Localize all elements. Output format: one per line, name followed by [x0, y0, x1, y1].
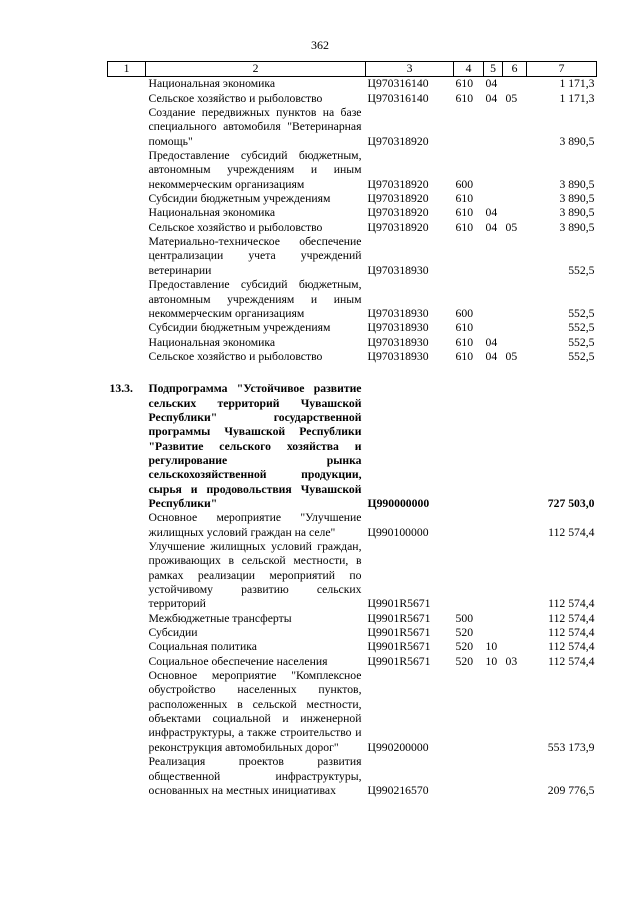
amount-cell: 209 776,5 — [547, 783, 595, 797]
spacer-row — [108, 364, 597, 382]
section-code-cell — [484, 106, 503, 149]
section-number-cell — [108, 511, 146, 540]
subsection-code-cell — [503, 77, 527, 92]
subsection-code-cell — [503, 106, 527, 149]
table-row — [108, 206, 597, 220]
item-name-cell: Основное мероприятие "Комплексное обустройство населенных пунктов, расположенных в сельской местности, объектами социальной и инженерной инфраструктуры, а также строительство и реконструкция автомобильных дорог" — [148, 669, 362, 754]
amount-cell: 552,5 — [568, 306, 595, 320]
table-row — [108, 336, 597, 350]
subsection-code-cell — [503, 321, 527, 335]
section-number-cell — [108, 350, 146, 364]
section-number-cell — [108, 336, 146, 350]
expense-type-cell: 600 — [455, 306, 474, 320]
table-body — [108, 77, 597, 798]
section-number-cell — [108, 206, 146, 220]
target-code-cell: Ц970318920 — [367, 177, 429, 191]
table-row — [108, 192, 597, 206]
subsection-code-cell — [503, 235, 527, 278]
amount-cell: 552,5 — [568, 349, 595, 363]
section-code-cell — [484, 321, 503, 335]
target-code-cell: Ц970318920 — [367, 220, 429, 234]
table-row — [108, 221, 597, 235]
column-header-2: 2 — [146, 62, 366, 77]
column-header-4: 4 — [454, 62, 484, 77]
page-number: 362 — [311, 38, 329, 52]
table-row — [108, 626, 597, 640]
item-name-cell: Предоставление субсидий бюджетным, автономным учреждениям и иным некоммерческим организациям — [148, 278, 362, 320]
table-row — [108, 540, 597, 612]
section-number-cell — [108, 149, 146, 192]
section-code-cell — [484, 149, 503, 192]
section-code-cell — [484, 669, 503, 755]
amount-cell: 112 574,4 — [548, 525, 595, 539]
section-number-cell — [108, 540, 146, 612]
section-code-cell — [484, 278, 503, 321]
item-name-cell: Национальная экономика — [148, 335, 276, 349]
table-row — [108, 149, 597, 192]
section-number-cell — [108, 626, 146, 640]
amount-cell: 727 503,0 — [547, 496, 595, 510]
column-header-1: 1 — [108, 62, 146, 77]
header-row — [108, 62, 597, 77]
table-row — [108, 321, 597, 335]
section-code-cell — [484, 612, 503, 626]
subsection-code-cell — [503, 206, 527, 220]
item-name-cell: Улучшение жилищных условий граждан, проживающих в сельской местности, в рамках реализации мероприятий по устойчивому развитию сельских территорий — [148, 540, 362, 611]
expense-type-cell: 520 — [455, 654, 474, 668]
target-code-cell: Ц970318920 — [367, 206, 429, 220]
subsection-code-cell — [503, 149, 527, 192]
expense-type-cell: 610 — [455, 91, 474, 105]
item-name-cell: Межбюджетные трансферты — [148, 611, 292, 625]
expense-type-cell: 610 — [455, 220, 474, 234]
target-code-cell: Ц970318930 — [367, 263, 429, 277]
target-code-cell: Ц990200000 — [367, 740, 429, 754]
table-row — [108, 382, 597, 511]
section-number-cell — [108, 612, 146, 626]
item-name-cell: Реализация проектов развития общественной инфраструктуры, основанных на местных инициативах — [148, 755, 362, 797]
subsection-code-cell: 03 — [505, 654, 518, 668]
target-code-cell: Ц990100000 — [367, 525, 429, 539]
expense-type-cell — [454, 540, 484, 612]
item-name-cell: Субсидии — [148, 626, 198, 640]
table-row — [108, 640, 597, 654]
subsection-code-cell — [503, 382, 527, 511]
amount-cell: 3 890,5 — [559, 206, 595, 220]
subsection-code-cell: 05 — [505, 349, 518, 363]
expense-type-cell: 610 — [455, 349, 474, 363]
section-code-cell — [484, 626, 503, 640]
amount-cell: 112 574,4 — [548, 640, 595, 654]
expense-type-cell: 610 — [455, 335, 474, 349]
item-name-cell: Предоставление субсидий бюджетным, автономным учреждениям и иным некоммерческим организациям — [148, 149, 362, 191]
target-code-cell: Ц970318920 — [367, 192, 429, 206]
item-name-cell: Сельское хозяйство и рыболовство — [148, 220, 323, 234]
subsection-code-cell — [503, 640, 527, 654]
section-code-cell — [484, 540, 503, 612]
section-number-cell — [108, 278, 146, 321]
target-code-cell: Ц9901R5671 — [367, 654, 431, 668]
section-code-cell: 04 — [485, 335, 498, 349]
amount-cell: 112 574,4 — [548, 597, 595, 611]
target-code-cell: Ц970318930 — [367, 306, 429, 320]
amount-cell: 112 574,4 — [548, 626, 595, 640]
section-code-cell: 10 — [485, 640, 498, 654]
section-code-cell: 04 — [485, 77, 498, 91]
table-row — [108, 350, 597, 364]
section-number-cell — [108, 755, 146, 798]
subsection-code-cell — [503, 540, 527, 612]
column-header-6: 6 — [503, 62, 527, 77]
table-row — [108, 92, 597, 106]
item-name-cell: Национальная экономика — [148, 206, 276, 220]
item-name-cell: Социальное обеспечение населения — [148, 654, 328, 668]
table-row — [108, 755, 597, 798]
table-row — [108, 278, 597, 321]
amount-cell: 3 890,5 — [559, 192, 595, 206]
amount-cell: 112 574,4 — [548, 611, 595, 625]
section-code-cell: 04 — [485, 206, 498, 220]
expense-type-cell: 610 — [455, 77, 474, 91]
target-code-cell: Ц970318920 — [367, 134, 429, 148]
section-number-cell — [108, 640, 146, 654]
subsection-code-cell: 05 — [505, 220, 518, 234]
table-row — [108, 669, 597, 755]
expense-type-cell: 500 — [455, 611, 474, 625]
target-code-cell: Ц970316140 — [367, 77, 429, 91]
section-code-cell — [484, 755, 503, 798]
expense-type-cell: 610 — [455, 192, 474, 206]
subsection-code-cell — [503, 511, 527, 540]
table-row — [108, 655, 597, 669]
table-row — [108, 612, 597, 626]
expense-type-cell — [454, 511, 484, 540]
section-code-cell — [484, 511, 503, 540]
item-name-cell: Материально-техническое обеспечение централизации учета учреждений ветеринарии — [148, 235, 362, 277]
target-code-cell: Ц990000000 — [367, 496, 430, 510]
section-number-cell — [108, 669, 146, 755]
amount-cell: 552,5 — [568, 335, 595, 349]
target-code-cell: Ц9901R5671 — [367, 626, 431, 640]
item-name-cell: Сельское хозяйство и рыболовство — [148, 349, 323, 363]
target-code-cell: Ц9901R5671 — [367, 640, 431, 654]
column-header-7: 7 — [527, 62, 597, 77]
expense-type-cell: 520 — [455, 640, 474, 654]
section-code-cell — [484, 235, 503, 278]
table-row — [108, 106, 597, 149]
item-name-cell: Субсидии бюджетным учреждениям — [148, 321, 331, 335]
subsection-code-cell — [503, 612, 527, 626]
table-row — [108, 77, 597, 92]
expense-type-cell: 610 — [455, 321, 474, 335]
target-code-cell: Ц9901R5671 — [367, 597, 431, 611]
target-code-cell: Ц990216570 — [367, 783, 429, 797]
amount-cell: 3 890,5 — [559, 220, 595, 234]
section-number-cell: 13.3. — [109, 382, 133, 396]
amount-cell: 1 171,3 — [559, 91, 595, 105]
section-number-cell — [108, 655, 146, 669]
item-name-cell: Создание передвижных пунктов на базе специального автомобиля "Ветеринарная помощь" — [148, 106, 362, 148]
expense-type-cell: 610 — [455, 206, 474, 220]
section-code-cell — [484, 382, 503, 511]
expense-type-cell: 520 — [455, 626, 474, 640]
item-name-cell: Сельское хозяйство и рыболовство — [148, 91, 323, 105]
section-code-cell: 04 — [485, 349, 498, 363]
subsection-code-cell — [503, 278, 527, 321]
section-code-cell: 04 — [485, 91, 498, 105]
item-name-cell: Национальная экономика — [148, 77, 276, 91]
subsection-code-cell: 05 — [505, 91, 518, 105]
amount-cell: 112 574,4 — [548, 654, 595, 668]
table-row — [108, 235, 597, 278]
section-code-cell: 04 — [485, 220, 498, 234]
subsection-code-cell — [503, 755, 527, 798]
table-row — [108, 511, 597, 540]
spacer-cell — [108, 364, 597, 382]
expense-type-cell: 600 — [455, 177, 474, 191]
amount-cell: 552,5 — [568, 321, 595, 335]
section-number-cell — [108, 192, 146, 206]
section-number-cell — [108, 77, 146, 92]
section-code-cell: 10 — [485, 654, 498, 668]
section-number-cell — [108, 221, 146, 235]
target-code-cell: Ц970318930 — [367, 349, 429, 363]
item-name-cell: Основное мероприятие "Улучшение жилищных условий граждан на селе" — [148, 511, 362, 539]
section-number-cell — [108, 321, 146, 335]
section-number-cell — [108, 235, 146, 278]
table-header — [108, 62, 597, 77]
budget-table — [107, 61, 597, 798]
subsection-code-cell — [503, 336, 527, 350]
item-name-cell: Подпрограмма "Устойчивое развитие сельских территорий Чувашской Республики" государственной программы Чувашской Республики "Развитие сельского хозяйства и регулирование рынка сельскохозяйственной продукции, сырья и продовольствия Чувашской Республики" — [148, 382, 362, 510]
subsection-code-cell — [503, 626, 527, 640]
amount-cell: 1 171,3 — [559, 77, 595, 91]
expense-type-cell — [454, 669, 484, 755]
amount-cell: 3 890,5 — [559, 134, 595, 148]
amount-cell: 552,5 — [568, 263, 595, 277]
section-number-cell — [108, 106, 146, 149]
expense-type-cell — [454, 382, 484, 511]
column-header-3: 3 — [366, 62, 454, 77]
expense-type-cell — [454, 235, 484, 278]
expense-type-cell — [454, 755, 484, 798]
target-code-cell: Ц970318930 — [367, 335, 429, 349]
target-code-cell: Ц970318930 — [367, 321, 429, 335]
amount-cell: 3 890,5 — [559, 177, 595, 191]
amount-cell: 553 173,9 — [547, 740, 595, 754]
section-code-cell — [484, 192, 503, 206]
target-code-cell: Ц9901R5671 — [367, 611, 431, 625]
item-name-cell: Социальная политика — [148, 640, 257, 654]
section-number-cell — [108, 92, 146, 106]
column-header-5: 5 — [484, 62, 503, 77]
target-code-cell: Ц970316140 — [367, 91, 429, 105]
subsection-code-cell — [503, 669, 527, 755]
item-name-cell: Субсидии бюджетным учреждениям — [148, 192, 331, 206]
expense-type-cell — [454, 106, 484, 149]
subsection-code-cell — [503, 192, 527, 206]
